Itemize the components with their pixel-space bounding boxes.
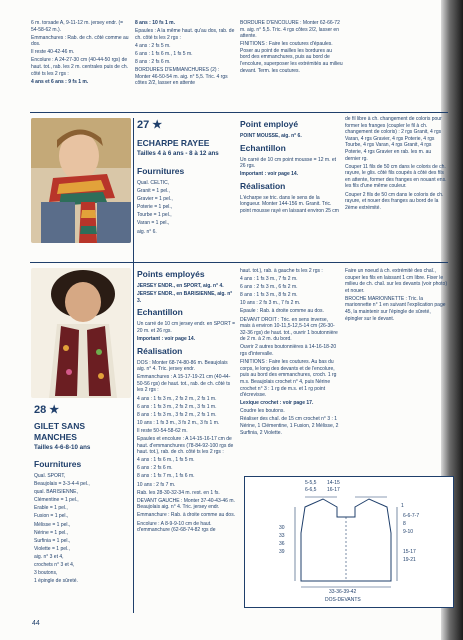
vest-text: BROCHE MARIONNETTE : Tric. la marionnette n° 1 en suivant l'explication page 45, la maintenir sur l'épingle de sûreté, épingler sur le devant. [345,295,446,322]
scarf-text: Couper 11 fils de 50 cm dans le coloris de ch. rayure, le glis. côté fils coupés à côté des fils en attente, former des franges en nouant ens. les fils d'une même couleur. [345,163,447,190]
top-text: Il reste 40-42-46 m. [31,49,75,56]
scarf-point-heading: Point employé [240,119,299,129]
section-divider [30,262,448,263]
top-text: 4 ans et 6 ans : 9 fs 1 m. [31,78,89,85]
schematic-label: 9-10 [403,529,414,535]
scarf-realisation-heading: Réalisation [240,180,286,191]
scarf-pattern-number: 27 ★ [137,119,163,131]
vest-text: Ouvrir 2 autres boutonnières à 14-16-18-20 rgs d'intervalle. [240,344,337,358]
section-divider [30,112,448,113]
top-text: 6 m. torsade A, 9-11-12 m. jersey endr. (= 54-58-62 m.). [31,20,124,33]
scarf-fournitures-heading: Fournitures [137,166,185,176]
vest-text: Epaules et encolure : A 14-15-16-17 cm de haut. d'emmanchures (78-84-92-100 rgs de haut. tot.), rab. de ch. côté ts les 2 rgs : [137,436,234,456]
scarf-sizes: Tailles 4 à 6 ans - 8 à 12 ans [137,150,219,157]
vest-text: 10 ans : 1 fs 3 m., 3 fs 2 m., 3 fs 1 m. [137,419,220,426]
vest-child-photo [31,268,131,398]
vest-text: DOS : Monter 68-74-80-86 m. Beaujolais aig. n° 4. Tric. jersey endr. [137,359,228,373]
vest-fournitures [34,456,129,586]
scarf-important: Important : voir page 14. [240,171,299,178]
schematic-label: 33 [279,533,285,539]
supply-item: qual. BARISIENNE, [34,489,78,496]
schematic-label: 14-15 [327,480,340,486]
vest-text: Encolure : A 8-9-9-10 cm de haut. d'emmanchure (62-68-74-82 rgs de [137,520,216,534]
supply-item: Poterie = 1 pel., [137,204,173,211]
schematic-label: 16-17 [327,487,340,493]
vest-title-line-2: MANCHES [34,432,77,442]
vest-point: JERSEY ENDR., en SPORT, aig. n° 4. [137,283,224,289]
supply-item: Mélisse = 1 pel., [34,521,71,528]
vest-text: Lexique crochet : voir page 17. [240,400,314,407]
vest-text: DEVANT GAUCHE : Monter 37-40-43-46 m. Beaujolais aig. n° 4. Tric. jersey endr. [137,497,235,511]
vest-text: Emmanchures : A 15-17-19-21 cm (40-44-50-56 rgs) de haut. tot., rab. de ch. côté ts les 2 rgs : [137,374,231,394]
scarf-fournitures [137,163,232,237]
top-text: FINITIONS : Faire les coutures d'épaules. Poser au point de mailles les bordures au bord des emmanchures, puis au bord de l'encolure, superposer les extrémités au milieu devant. Term. les coutures. [240,41,343,74]
vest-text: 4 ans : 1 fs 6 m., 1 fs 5 m. [137,457,195,464]
vest-text: 8 ans : 1 fs 7 m., 1 fs 6 m. [137,473,195,480]
vest-instructions-cont [240,268,340,438]
vest-text: FINITIONS : Faire les coutures. Au bas du corps, le long des devants et de l'encolure, puis au bord des emmanchures, croch. 1 rg m.s. Beaujolais crochet n° 4, puis Nérine crochet n° 3 : 1 rg de m.s. et 1 rg point d'écrevisse. [240,359,337,399]
scarf-text: de fil libre à ch. changement de coloris pour former les franges (coupler le fil à ch. changement de coloris) : 2 rgs Granit, 4 rgs Varan, 4 rgs Gravier, 4 rgs Poterie, 4 rgs Tourbe, 4 rgs Varan, 4 rgs Granit, 4 rgs Poterie, 4 rgs Gravier en rab. les m. au dernier rg. [345,116,442,162]
vest-text: 6 ans : 2 fs 3 m., 6 fs 2 m. [240,284,298,291]
vest-text: 6 ans : 2 fs 6 m. [137,465,173,472]
top-text: BORDURES D'EMMANCHURES (2) : Monter 46-50-54 m. aig. n° 5,5. Tric. 4 rgs côtes 2/2, lasser en attente [135,67,228,87]
top-text: BORDURE D'ENCOLURE : Monter 62-66-72 m. aig. n° 5,5. Tric. 4 rgs côtes 2/2, lasser en attente. [240,20,340,40]
supply-item: Nérine = 1 pel., [34,529,69,536]
schematic-label: 8 [403,521,406,527]
top-text: Emmanchures : Rab. de ch. côté comme au dos. [31,34,129,48]
schematic-drawing [245,477,453,607]
top-column-1 [31,20,131,87]
top-column-3 [240,20,343,76]
vest-text: Coudre les boutons. [240,408,285,415]
top-text: 8 ans : 2 fs 6 m. [135,58,171,65]
pattern-schematic [244,476,454,608]
vest-title-line-1: GILET SANS [34,421,86,431]
schematic-label: 1 [401,503,404,509]
vest-text: 6 ans : 1 fs 3 m., 2 fs 2 m., 3 fs 1 m. [137,403,217,410]
supply-item: Gravier = 1 pel., [137,196,173,203]
supply-item: Surfinia = 1 pel., [34,537,71,544]
vest-text: 8 ans : 1 fs 3 m., 3 fs 2 m., 2 fs 1 m. [137,411,217,418]
scarf-point: POINT MOUSSE, aig. n° 6. [240,133,302,139]
supply-item: aig. n° 6. [137,228,157,235]
scarf-echantillon-heading: Echantillon [240,142,286,153]
vest-text: Il reste 50-54-58-62 m. [137,427,188,434]
supply-item: Varan = 1 pel., [137,220,170,227]
schematic-label: 33-36-39-42 [329,589,357,595]
top-text: 6 ans : 1 fs 6 m., 1 fs 5 m. [135,50,193,57]
supply-item: Qual. CELTIC, [137,180,170,186]
supply-item: Violette = 1 pel., [34,545,70,552]
scarf-text: Couper 2 fils de 50 cm dans le coloris de ch. rayure, et nouer des franges au bord de la 2ème extrémité. [345,191,444,211]
schematic-label: 5-5,5 [305,480,317,486]
scarf-instructions [240,116,340,216]
vest-sizes: Tailles 4-6-8-10 ans [34,444,91,451]
vest-text: Faire un noeud à ch. extrémité des chaî., couper les fils en laissant 1 cm libre. Fixer le milieu de ch. chaî. sur les devants (voir photo) et nouer. [345,268,447,294]
vest-text: 4 ans : 1 fs 3 m., 7 fs 2 m. [240,276,298,283]
supply-item: crochets n° 3 et 4, [34,562,75,569]
supply-item: Granit = 1 pel., [137,188,170,195]
supply-item: Beaujolais = 3-3-4-4 pel., [34,481,90,488]
top-text: 4 ans : 2 fs 5 m. [135,42,171,49]
vest-text: Emmanchure : Rab. à droite comme au dos. [137,512,236,519]
vest-instructions [137,266,236,535]
scarf-title: ECHARPE RAYEE [137,138,210,148]
vest-text: Réaliser des chaî. de 15 cm crochet n° 3 : 1 Nérine, 1 Clémentine, 1 Fusion, 2 Mélisse, 2 Surfinia, 2 Violette. [240,416,339,436]
vest-points-heading: Points employés [137,269,205,279]
vest-fournitures-heading: Fournitures [34,459,82,469]
vest-echantillon-heading: Echantillon [137,307,183,318]
supply-item: Tourbe = 1 pel., [137,212,172,219]
vest-text: 4 ans : 1 fs 3 m., 2 fs 2 m., 2 fs 1 m. [137,395,217,402]
supply-item: Erable = 1 pel., [34,505,68,512]
scarf-instructions-cont [345,116,448,213]
scarf-realisation: L'écharpe se tric. dans le sens de la longueur. Monter 144-156 m. Granit. Tric. point mousse rayé en laissant environ 25 cm [240,194,339,215]
top-column-2 [135,20,235,88]
vest-echantillon: Un carré de 10 cm jersey endr. en SPORT = 20 m. et 26 rgs. [137,321,236,334]
column-divider [133,118,134,268]
vest-realisation-heading: Réalisation [137,345,183,356]
supply-item: Clémentine = 1 pel., [34,497,79,504]
schematic-label: 6-6-7-7 [403,513,420,519]
vest-instructions-end [345,268,448,324]
schematic-caption: DOS-DEVANTS [325,597,361,603]
top-text: 8 ans : 10 fs 1 m. [135,20,176,26]
vest-text: Epaule : Rab. à droite comme au dos. [240,308,324,315]
page-number: 44 [32,620,40,627]
vest-text: 8 ans : 1 fs 3 m., 8 fs 2 m. [240,292,298,299]
supply-item: Qual. SPORT, [34,473,66,479]
vest-text: DEVANT DROIT : Tric. en sens inverse, mais à environ 10-11,5-12,5-14 cm (26-30-32-36 rgs) de haut. tot., ouvrir 1 boutonnière de 2 m. à 2 m. du bord. [240,316,338,343]
vest-text: 10 ans : 2 fs 7 m. [137,481,176,488]
schematic-label: 19-21 [403,557,416,563]
supply-item: aig. n° 3 et 4, [34,553,64,560]
supply-item: 3 boutons, [34,570,58,577]
top-text: Epaules : A la même haut. qu'au dos, rab. de ch. côté ts les 2 rgs : [135,28,235,41]
vest-point: JERSEY ENDR., en BARISIENNE, aig. n° 3. [137,291,233,304]
vest-text: haut. tot.), rab. à gauche ts les 2 rgs : [240,268,323,274]
scarf-child-photo [31,118,131,243]
vest-pattern-number: 28 ★ [34,404,60,416]
column-divider [133,268,134,613]
supply-item: 1 épingle de sûreté. [34,578,78,585]
supply-item: Fusion = 1 pel., [34,513,69,520]
scarf-echantillon: Un carré de 10 cm point mousse = 12 m. et 26 rgs. [240,156,337,170]
schematic-label: 39 [279,549,285,555]
vest-important: Important : voir page 14. [137,335,196,342]
schematic-label: 30 [279,525,285,531]
top-text: Encolure : A 24-27-30 cm (40-44-50 rgs) de haut. tot., rab. les 2 m. centrales puis de ch. côté ts les 2 rgs : [31,57,128,77]
vest-text: Rab. les 28-30-32-34 m. rest. en 1 fs. [137,489,220,496]
schematic-label: 15-17 [403,549,416,555]
schematic-label: 6-6,5 [305,487,317,493]
schematic-label: 36 [279,541,285,547]
vest-text: 10 ans : 2 fs 3 m., 7 fs 2 m. [240,300,301,307]
